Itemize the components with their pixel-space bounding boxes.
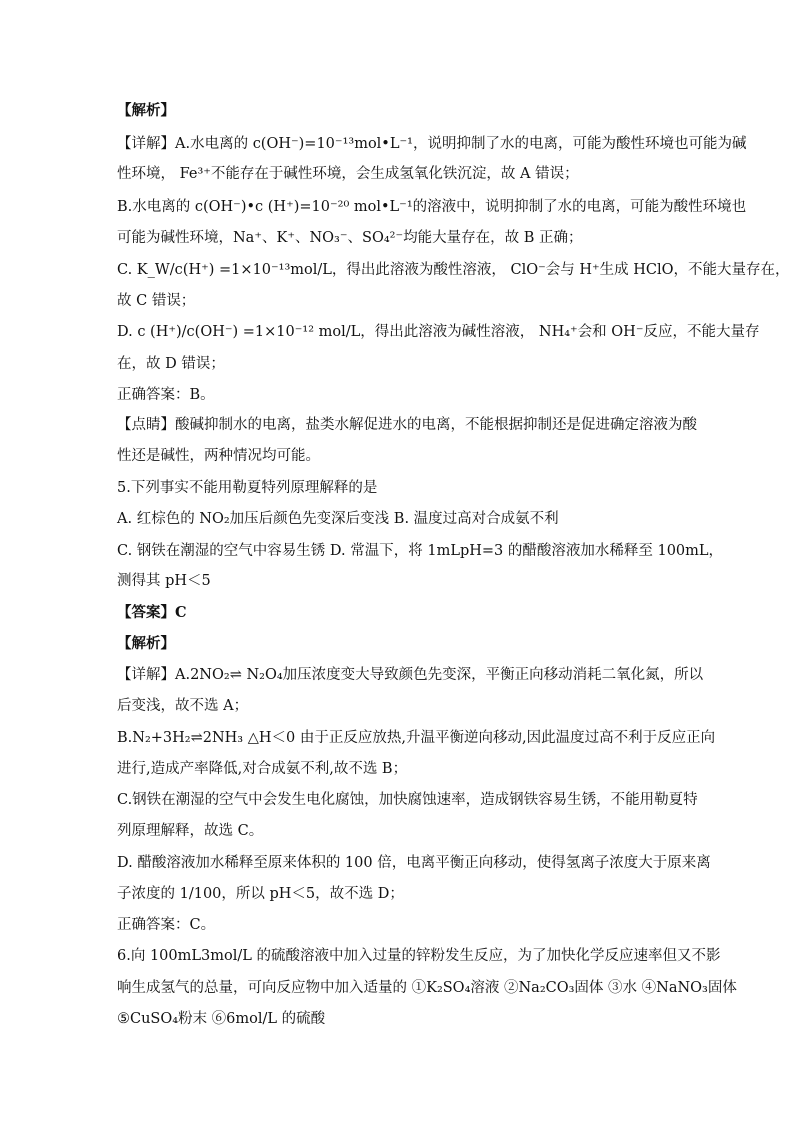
text-line: 性还是碱性，两种情况均可能。 xyxy=(117,448,320,464)
text-line: 响生成氢气的总量，可向反应物中加入适量的 ①K₂SO₄溶液 ②Na₂CO₃固体 ③水 ④NaNO₃固体 xyxy=(117,980,737,996)
text-line: D. c (H⁺)/c(OH⁻) =1×10⁻¹² mol/L，得出此溶液为碱性溶液， NH₄⁺会和 OH⁻反应，不能大量存 xyxy=(117,324,760,340)
text-line: 在，故 D 错误； xyxy=(117,356,225,372)
answer-line: 正确答案：B。 xyxy=(117,387,215,403)
option-line: C. 钢铁在潮湿的空气中容易生锈 D. 常温下，将 1mLpH=3 的醋酸溶液加水稀释至 100mL， xyxy=(117,543,724,559)
question-line: 5.下列事实不能用勒夏特列原理解释的是 xyxy=(117,480,378,496)
text-line: 后变浅，故不选 A； xyxy=(117,698,249,714)
answer-line: 正确答案：C。 xyxy=(117,917,216,933)
section-heading-analysis: 【解析】 xyxy=(117,102,175,119)
text-line: 【点睛】酸碱抑制水的电离，盐类水解促进水的电离，不能根据抑制还是促进确定溶液为酸 xyxy=(117,417,697,433)
answer-heading: 【答案】C xyxy=(117,604,187,621)
text-line: 进行,造成产率降低,对合成氨不利,故不选 B； xyxy=(117,761,408,777)
text-line: C.钢铁在潮湿的空气中会发生电化腐蚀，加快腐蚀速率，造成钢铁容易生锈，不能用勒夏特 xyxy=(117,792,698,808)
text-line: D. 醋酸溶液加水稀释至原来体积的 100 倍，电离平衡正向移动，使得氢离子浓度大于原来离 xyxy=(117,855,711,871)
text-line: B.水电离的 c(OH⁻)•c (H⁺)=10⁻²⁰ mol•L⁻¹的溶液中，说明抑制了水的电离，可能为酸性环境也 xyxy=(117,199,747,215)
text-line: 子浓度的 1/100，所以 pH＜5，故不选 D； xyxy=(117,886,404,902)
text-line: 列原理解释，故选 C。 xyxy=(117,823,264,839)
text-line: 【详解】A.2NO₂⇌ N₂O₄加压浓度变大导致颜色先变深，平衡正向移动消耗二氧化氮，所以 xyxy=(117,667,704,683)
question-line: 6.向 100mL3mol/L 的硫酸溶液中加入过量的锌粉发生反应，为了加快化学反应速率但又不影 xyxy=(117,948,721,964)
text-line: 测得其 pH＜5 xyxy=(117,573,211,589)
option-line: A. 红棕色的 NO₂加压后颜色先变深后变浅 B. 温度过高对合成氨不利 xyxy=(117,511,559,527)
text-line: 【详解】A.水电离的 c(OH⁻)=10⁻¹³mol•L⁻¹，说明抑制了水的电离，可能为酸性环境也可能为碱 xyxy=(117,136,747,152)
text-line: 故 C 错误； xyxy=(117,293,196,309)
text-line: C. K_W/c(H⁺) =1×10⁻¹³mol/L，得出此溶液为酸性溶液， ClO⁻会与 H⁺生成 HClO，不能大量存在， xyxy=(117,262,790,278)
text-line: ⑤CuSO₄粉末 ⑥6mol/L 的硫酸 xyxy=(117,1011,326,1027)
section-heading-analysis: 【解析】 xyxy=(117,635,175,652)
text-line: 性环境， Fe³⁺不能存在于碱性环境，会生成氢氧化铁沉淀，故 A 错误； xyxy=(117,166,579,182)
text-line: B.N₂+3H₂⇌2NH₃ △H＜0 由于正反应放热,升温平衡逆向移动,因此温度过高不利于反应正向 xyxy=(117,730,716,746)
text-line: 可能为碱性环境，Na⁺、K⁺、NO₃⁻、SO₄²⁻均能大量存在，故 B 正确； xyxy=(117,230,583,246)
